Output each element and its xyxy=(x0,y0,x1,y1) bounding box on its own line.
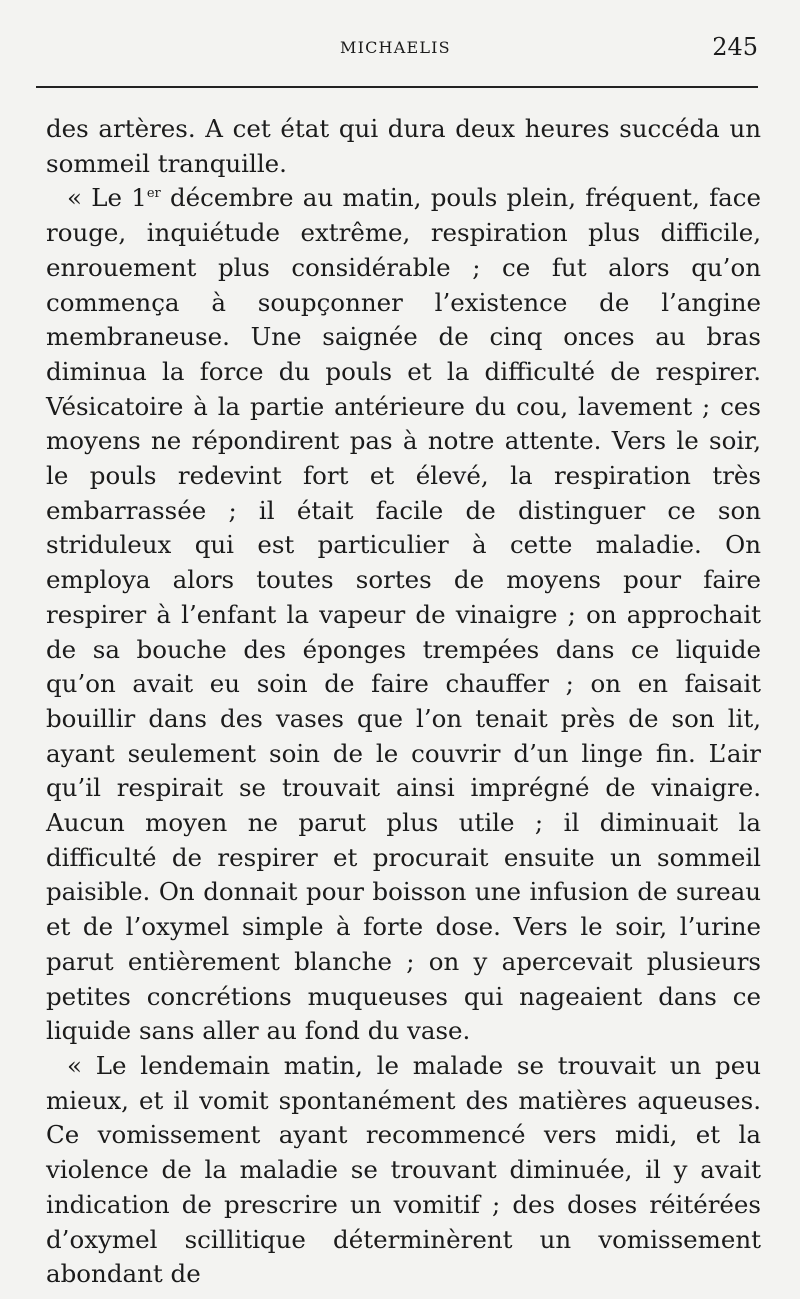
paragraph-2-rest: décembre au matin, pouls plein, fréquent, face rouge, inquiétude extrême, respiration plus difficile, enrouement plus considérable ; ce fut alors qu’on commença à soupçonner l’existence de l’angine membraneuse. Une saignée de cinq onces au bras diminua la force du pouls et la difficulté de respirer. Vésicatoire à la partie antérieure du cou, lavement ; ces moyens ne répondirent pas à notre attente. Vers le soir, le pouls redevint fort et élevé, la respiration très embarrassée ; il était facile de distinguer ce son striduleux qui est particulier à cette maladie. On employa alors toutes sortes de moyens pour faire respirer à l’enfant la vapeur de vinaigre ; on approchait de sa bouche des éponges trempées dans ce liquide qu’on avait eu soin de faire chauffer ; on en faisait bouillir dans des vases que l’on tenait près de son lit, ayant seulement soin de le couvrir d’un linge fin. L’air qu’il respirait se trouvait ainsi imprégné de vinaigre. Aucun moyen ne parut plus utile ; il diminuait la difficulté de respirer et procurait ensuite un sommeil paisible. On donnait pour boisson une infusion de sureau et de l’oxymel simple à forte dose. Vers le soir, l’urine parut entièrement blanche ; on y apercevait plusieurs petites concrétions muqueuses qui nageaient dans ce liquide sans aller au fond du vase. xyxy=(46,183,762,1046)
ordinal-superscript: er xyxy=(146,186,161,202)
paragraph-2 xyxy=(46,181,761,1049)
paragraph-1: des artères. A cet état qui dura deux heures succéda un sommeil tranquille. xyxy=(46,114,761,178)
page-number: 245 xyxy=(712,33,758,61)
paragraph-2-start: « Le 1 xyxy=(67,183,147,213)
body-text xyxy=(46,112,761,1292)
paragraph-3: « Le lendemain matin, le malade se trouvait un peu mieux, et il vomit spontanément des matières aqueuses. Ce vomissement ayant recommencé vers midi, et la violence de la maladie se trouvant diminuée, il y avait indication de prescrire un vomitif ; des doses réitérées d’oxymel scillitique déterminèrent un vomissement abondant de xyxy=(46,1050,761,1289)
header-rule xyxy=(36,86,758,88)
running-head xyxy=(0,34,800,64)
running-title: MICHAELIS xyxy=(340,38,451,57)
